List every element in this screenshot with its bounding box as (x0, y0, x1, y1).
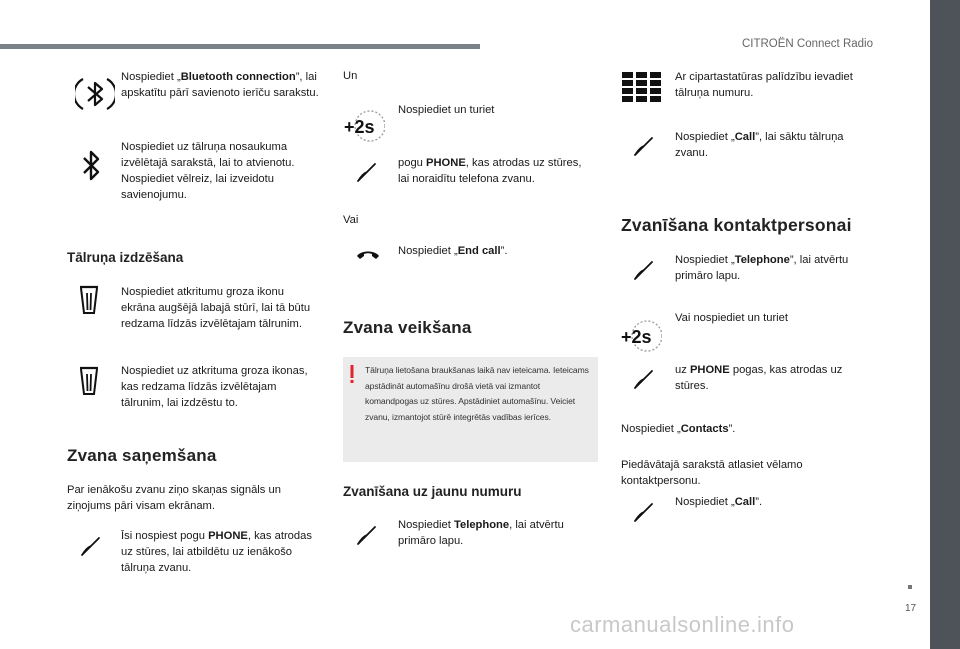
hold-2s-label-2: +2s (621, 327, 652, 347)
bluetooth-connection-text: Nospiediet „Bluetooth connection”, lai apskatītu pārī savienoto ierīču sarakstu. (121, 71, 319, 99)
phone-button-text: uz PHONE pogas, kas atrodas uz stūres. (675, 364, 843, 392)
bluetooth-icon (80, 147, 104, 185)
contacts-heading: Zvanīšana kontaktpersonai (621, 215, 852, 235)
warning-icon (350, 365, 354, 384)
press-finger-icon-2 (355, 160, 379, 184)
reject-call-text: pogu PHONE, kas atrodas uz stūres, lai noraidītu telefona zvanu. (398, 157, 582, 185)
page-header: CITROËN Connect Radio (741, 38, 873, 50)
hold-2s-icon-2 (620, 318, 662, 354)
press-finger-icon-5 (632, 258, 656, 282)
page-sidebar (930, 0, 960, 649)
warning-text: Tālruņa lietošana braukšanas laikā nav ieteicama. Ieteicams apstādināt automašīnu drošā vietā vai izmantot komandpogas uz stūres. Apstādiniet automašīnu. Veiciet zvanu, izmantojot stūrē integrētās vadības ierīces. (365, 365, 589, 422)
receive-heading: Zvana saņemšana (67, 446, 217, 465)
trash-icon (79, 285, 99, 315)
open-telephone-text: Nospiediet Telephone, lai atvērtu primāro lapu. (398, 519, 564, 547)
press-finger-icon-6 (632, 367, 656, 391)
page-number: 17 (905, 603, 917, 614)
press-finger-icon-4 (632, 134, 656, 158)
keypad-icon (622, 72, 662, 102)
hold-2s-label: +2s (344, 117, 375, 137)
hold-2s-icon (343, 108, 385, 144)
trash-delete-icon (79, 366, 99, 396)
hold-text-2: Vai nospiediet un turiet (675, 312, 788, 324)
press-contacts-text: Nospiediet „Contacts”. (621, 423, 736, 435)
page-dot (908, 585, 912, 589)
trash-show-text: Nospiediet atkritumu groza ikonu ekrāna augšējā labajā stūrī, lai tā būtu redzama līdzās izvēlētajam tālrunim. (121, 286, 311, 330)
start-call-text: Nospiediet „Call”, lai sāktu tālruņa zvanu. (675, 131, 844, 159)
press-finger-icon-3 (355, 523, 379, 547)
new-number-heading: Zvanīšana uz jaunu numuru (343, 484, 522, 499)
incoming-call-text: Par ienākošu zvanu ziņo skaņas signāls un ziņojums pāri visam ekrānam. (67, 484, 281, 512)
end-call-text: Nospiediet „End call”. (398, 245, 508, 257)
select-contact-text: Piedāvātajā sarakstā atlasiet vēlamo kontaktpersonu. (621, 459, 803, 487)
hold-text: Nospiediet un turiet (398, 104, 495, 116)
bluetooth-connection-icon (75, 72, 115, 116)
disconnect-text: Nospiediet uz tālruņa nosaukuma izvēlētajā sarakstā, lai to atvienotu. Nospiediet vēlreiz, lai izveidotu savienojumu. (121, 141, 295, 201)
answer-call-text: Īsi nospiest pogu PHONE, kas atrodas uz stūres, lai atbildētu uz ienākošo tālruņa zvanu. (121, 530, 312, 574)
end-call-icon (355, 248, 381, 262)
watermark: carmanualsonline.info (570, 612, 795, 637)
trash-delete-text: Nospiediet uz atkrituma groza ikonas, kas redzama līdzās izvēlētajam tālrunim, lai izdzēstu to. (121, 365, 308, 409)
header-rule (0, 44, 480, 49)
or-label: Vai (343, 214, 359, 226)
press-call-text: Nospiediet „Call”. (675, 496, 763, 508)
press-finger-icon-7 (632, 500, 656, 524)
make-call-heading: Zvana veikšana (343, 318, 472, 337)
dial-number-text: Ar cipartastatūras palīdzību ievadiet tālruņa numuru. (675, 71, 853, 99)
press-finger-icon (79, 534, 103, 558)
and-label: Un (343, 70, 358, 82)
warning-box (343, 357, 598, 462)
open-telephone-text-2: Nospiediet „Telephone”, lai atvērtu primāro lapu. (675, 254, 849, 282)
delete-heading: Tālruņa izdzēšana (67, 250, 184, 265)
